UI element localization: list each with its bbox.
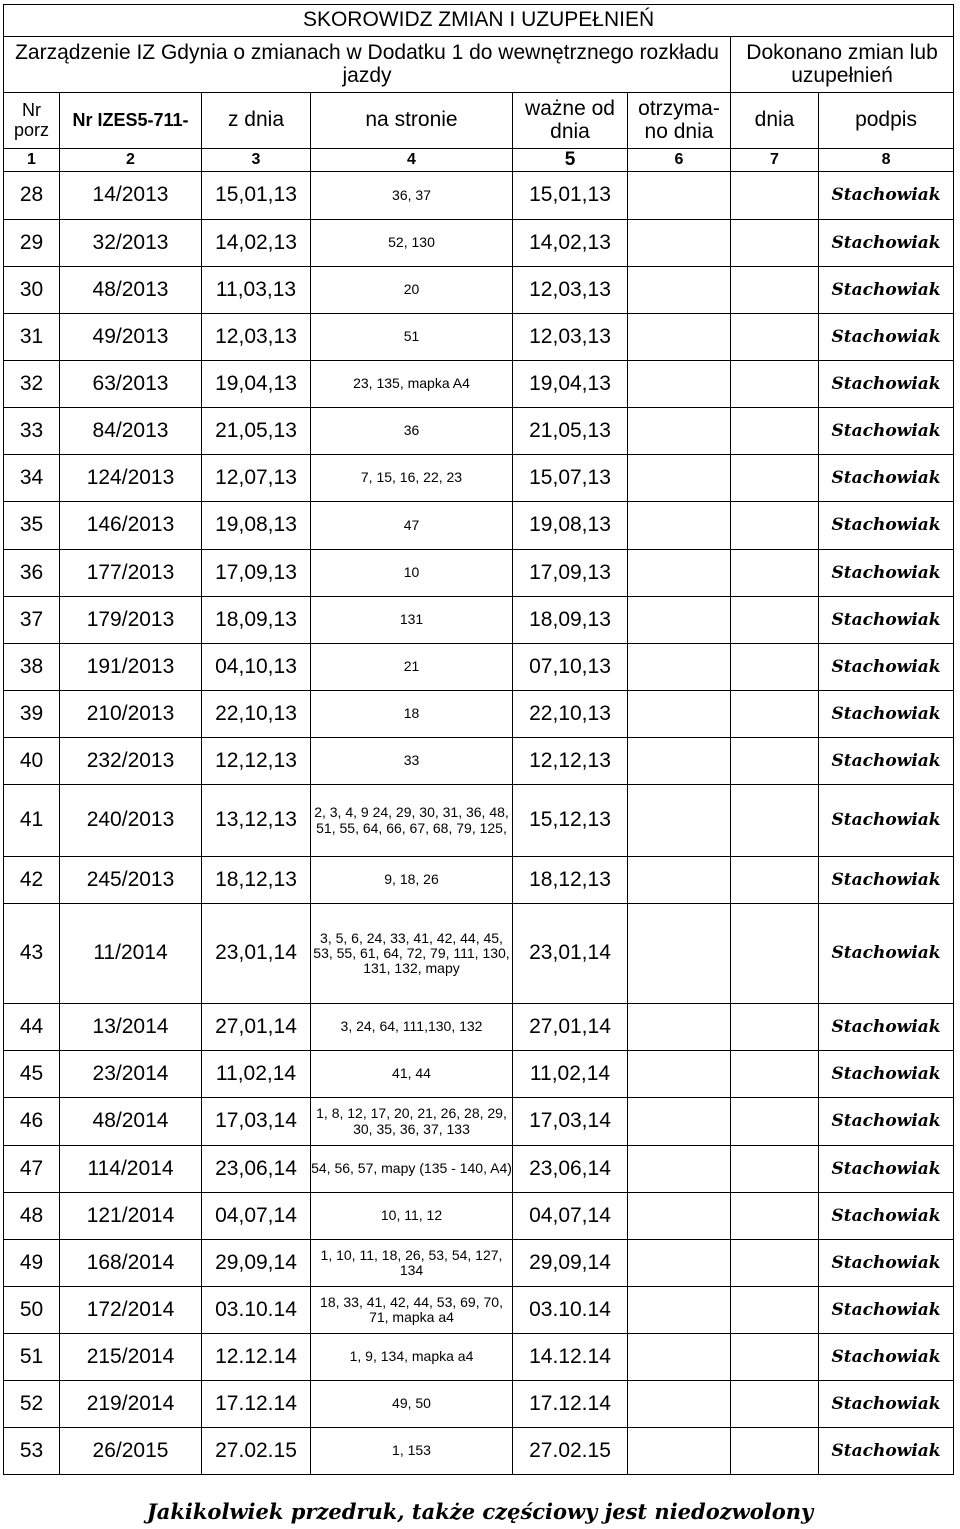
row-z-dnia-cell: 21,05,13 [202,408,311,455]
row-signature-cell: Stachowiak [819,408,954,455]
row-z-dnia-cell: 17,03,14 [202,1098,311,1146]
row-pages-cell: 1, 153 [311,1428,513,1475]
row-izes-cell: 32/2013 [60,220,202,267]
row-signature-cell: Stachowiak [819,220,954,267]
row-z-dnia-cell: 12,03,13 [202,314,311,361]
row-nr-cell: 52 [4,1381,60,1428]
row-signature-cell: Stachowiak [819,904,954,1004]
row-z-dnia-cell: 19,04,13 [202,361,311,408]
row-dnia-cell [731,1381,819,1428]
row-wazne-cell: 22,10,13 [513,691,628,738]
row-pages-cell: 2, 3, 4, 9 24, 29, 30, 31, 36, 48, 51, 55, 64, 66, 67, 68, 79, 125, [311,785,513,857]
row-nr-cell: 49 [4,1240,60,1287]
row-z-dnia-cell: 27,01,14 [202,1004,311,1051]
row-pages-cell: 10 [311,550,513,597]
table-row [4,314,954,361]
row-nr-cell: 32 [4,361,60,408]
row-dnia-cell [731,1098,819,1146]
row-wazne-cell: 18,09,13 [513,597,628,644]
row-otrzymano-cell [628,550,731,597]
row-z-dnia-cell: 14,02,13 [202,220,311,267]
row-wazne-cell: 19,08,13 [513,502,628,550]
row-z-dnia-cell: 04,10,13 [202,644,311,691]
row-signature-cell: Stachowiak [819,1381,954,1428]
row-pages-cell: 33 [311,738,513,785]
row-wazne-cell: 15,07,13 [513,455,628,502]
table-row [4,597,954,644]
row-dnia-cell [731,904,819,1004]
row-z-dnia-cell: 23,01,14 [202,904,311,1004]
row-dnia-cell [731,1004,819,1051]
row-signature-cell: Stachowiak [819,857,954,904]
row-otrzymano-cell [628,502,731,550]
row-izes-cell: 114/2014 [60,1146,202,1193]
col-header-nr-porz: Nr porz [4,93,60,149]
row-z-dnia-cell: 22,10,13 [202,691,311,738]
row-pages-cell: 23, 135, mapka A4 [311,361,513,408]
row-izes-cell: 168/2014 [60,1240,202,1287]
row-signature-cell: Stachowiak [819,691,954,738]
row-izes-cell: 48/2013 [60,267,202,314]
row-izes-cell: 124/2013 [60,455,202,502]
row-izes-cell: 219/2014 [60,1381,202,1428]
row-pages-cell: 47 [311,502,513,550]
row-otrzymano-cell [628,314,731,361]
row-izes-cell: 63/2013 [60,361,202,408]
table-row [4,1287,954,1334]
row-nr-cell: 48 [4,1193,60,1240]
row-pages-cell: 1, 9, 134, mapka a4 [311,1334,513,1381]
col-number: 8 [819,149,954,172]
row-signature-cell: Stachowiak [819,1098,954,1146]
row-dnia-cell [731,455,819,502]
row-pages-cell: 3, 5, 6, 24, 33, 41, 42, 44, 45, 53, 55, 61, 64, 72, 79, 111, 130, 131, 132, mapy [311,904,513,1004]
row-pages-cell: 36, 37 [311,172,513,220]
row-nr-cell: 31 [4,314,60,361]
row-z-dnia-cell: 12.12.14 [202,1334,311,1381]
row-pages-cell: 18, 33, 41, 42, 44, 53, 69, 70, 71, mapka a4 [311,1287,513,1334]
table-row [4,1051,954,1098]
table-row [4,1428,954,1475]
row-izes-cell: 49/2013 [60,314,202,361]
row-otrzymano-cell [628,361,731,408]
row-otrzymano-cell [628,1334,731,1381]
row-signature-cell: Stachowiak [819,1004,954,1051]
row-z-dnia-cell: 18,12,13 [202,857,311,904]
col-header-wazne-od-dnia: ważne od dnia [513,93,628,149]
row-z-dnia-cell: 13,12,13 [202,785,311,857]
table-row [4,1098,954,1146]
row-pages-cell: 131 [311,597,513,644]
row-dnia-cell [731,738,819,785]
row-wazne-cell: 17.12.14 [513,1381,628,1428]
row-dnia-cell [731,691,819,738]
row-pages-cell: 21 [311,644,513,691]
col-number: 3 [202,149,311,172]
row-z-dnia-cell: 04,07,14 [202,1193,311,1240]
row-otrzymano-cell [628,267,731,314]
row-nr-cell: 35 [4,502,60,550]
order-group-header: Zarządzenie IZ Gdynia o zmianach w Dodatku 1 do wewnętrznego rozkładu jazdy [4,37,731,93]
table-row [4,691,954,738]
row-z-dnia-cell: 18,09,13 [202,597,311,644]
table-row [4,785,954,857]
row-pages-cell: 9, 18, 26 [311,857,513,904]
col-header-podpis: podpis [819,93,954,149]
row-izes-cell: 84/2013 [60,408,202,455]
row-z-dnia-cell: 19,08,13 [202,502,311,550]
row-nr-cell: 44 [4,1004,60,1051]
row-otrzymano-cell [628,785,731,857]
col-number: 5 [513,149,628,172]
row-otrzymano-cell [628,1193,731,1240]
row-wazne-cell: 17,09,13 [513,550,628,597]
row-pages-cell: 51 [311,314,513,361]
row-pages-cell: 20 [311,267,513,314]
row-izes-cell: 215/2014 [60,1334,202,1381]
row-pages-cell: 10, 11, 12 [311,1193,513,1240]
row-izes-cell: 48/2014 [60,1098,202,1146]
row-otrzymano-cell [628,1004,731,1051]
row-dnia-cell [731,644,819,691]
row-z-dnia-cell: 23,06,14 [202,1146,311,1193]
row-signature-cell: Stachowiak [819,361,954,408]
col-header-na-stronie: na stronie [311,93,513,149]
row-pages-cell: 18 [311,691,513,738]
row-dnia-cell [731,172,819,220]
row-dnia-cell [731,220,819,267]
row-signature-cell: Stachowiak [819,314,954,361]
row-wazne-cell: 27.02.15 [513,1428,628,1475]
row-signature-cell: Stachowiak [819,172,954,220]
row-wazne-cell: 07,10,13 [513,644,628,691]
table-row [4,408,954,455]
row-izes-cell: 240/2013 [60,785,202,857]
row-wazne-cell: 23,01,14 [513,904,628,1004]
row-otrzymano-cell [628,1287,731,1334]
table-row [4,904,954,1004]
row-signature-cell: Stachowiak [819,1287,954,1334]
table-row [4,1334,954,1381]
table-row [4,220,954,267]
row-otrzymano-cell [628,1098,731,1146]
row-izes-cell: 245/2013 [60,857,202,904]
change-index-table [3,4,954,1475]
row-nr-cell: 42 [4,857,60,904]
row-wazne-cell: 17,03,14 [513,1098,628,1146]
row-pages-cell: 3, 24, 64, 111,130, 132 [311,1004,513,1051]
row-wazne-cell: 11,02,14 [513,1051,628,1098]
row-nr-cell: 30 [4,267,60,314]
row-otrzymano-cell [628,1240,731,1287]
table-row [4,644,954,691]
row-z-dnia-cell: 03.10.14 [202,1287,311,1334]
row-otrzymano-cell [628,1381,731,1428]
row-z-dnia-cell: 29,09,14 [202,1240,311,1287]
row-nr-cell: 40 [4,738,60,785]
row-dnia-cell [731,1193,819,1240]
row-pages-cell: 7, 15, 16, 22, 23 [311,455,513,502]
row-dnia-cell [731,408,819,455]
row-nr-cell: 29 [4,220,60,267]
row-nr-cell: 41 [4,785,60,857]
row-izes-cell: 26/2015 [60,1428,202,1475]
row-wazne-cell: 19,04,13 [513,361,628,408]
row-nr-cell: 46 [4,1098,60,1146]
table-row [4,267,954,314]
index-title: SKOROWIDZ ZMIAN I UZUPEŁNIEŃ [4,5,954,37]
col-number: 2 [60,149,202,172]
row-wazne-cell: 18,12,13 [513,857,628,904]
row-izes-cell: 177/2013 [60,550,202,597]
row-otrzymano-cell [628,904,731,1004]
row-otrzymano-cell [628,1051,731,1098]
row-signature-cell: Stachowiak [819,455,954,502]
row-nr-cell: 36 [4,550,60,597]
row-izes-cell: 232/2013 [60,738,202,785]
copyright-notice: Jakikolwiek przedruk, także częściowy jest niedozwolony [146,1499,814,1524]
row-signature-cell: Stachowiak [819,550,954,597]
row-dnia-cell [731,502,819,550]
table-row [4,1240,954,1287]
row-z-dnia-cell: 11,03,13 [202,267,311,314]
row-nr-cell: 37 [4,597,60,644]
row-dnia-cell [731,1051,819,1098]
row-otrzymano-cell [628,644,731,691]
row-izes-cell: 121/2014 [60,1193,202,1240]
row-nr-cell: 38 [4,644,60,691]
row-izes-cell: 191/2013 [60,644,202,691]
row-signature-cell: Stachowiak [819,644,954,691]
row-nr-cell: 50 [4,1287,60,1334]
row-pages-cell: 52, 130 [311,220,513,267]
row-z-dnia-cell: 15,01,13 [202,172,311,220]
row-nr-cell: 28 [4,172,60,220]
row-dnia-cell [731,857,819,904]
row-wazne-cell: 14,02,13 [513,220,628,267]
row-dnia-cell [731,1146,819,1193]
row-otrzymano-cell [628,1146,731,1193]
row-signature-cell: Stachowiak [819,1051,954,1098]
row-dnia-cell [731,1240,819,1287]
row-wazne-cell: 12,03,13 [513,267,628,314]
row-nr-cell: 39 [4,691,60,738]
row-izes-cell: 13/2014 [60,1004,202,1051]
col-header-z-dnia: z dnia [202,93,311,149]
row-otrzymano-cell [628,172,731,220]
row-signature-cell: Stachowiak [819,1240,954,1287]
row-signature-cell: Stachowiak [819,1193,954,1240]
row-wazne-cell: 04,07,14 [513,1193,628,1240]
row-nr-cell: 43 [4,904,60,1004]
row-dnia-cell [731,785,819,857]
table-row [4,1193,954,1240]
row-pages-cell: 1, 8, 12, 17, 20, 21, 26, 28, 29, 30, 35, 36, 37, 133 [311,1098,513,1146]
table-row [4,172,954,220]
row-dnia-cell [731,267,819,314]
row-z-dnia-cell: 17.12.14 [202,1381,311,1428]
row-wazne-cell: 12,03,13 [513,314,628,361]
col-number: 6 [628,149,731,172]
changes-made-group-header: Dokonano zmian lub uzupełnień [731,37,954,93]
row-izes-cell: 172/2014 [60,1287,202,1334]
row-signature-cell: Stachowiak [819,502,954,550]
row-otrzymano-cell [628,455,731,502]
row-signature-cell: Stachowiak [819,1334,954,1381]
row-wazne-cell: 15,12,13 [513,785,628,857]
row-wazne-cell: 14.12.14 [513,1334,628,1381]
row-dnia-cell [731,361,819,408]
row-nr-cell: 33 [4,408,60,455]
row-dnia-cell [731,1334,819,1381]
row-pages-cell: 1, 10, 11, 18, 26, 53, 54, 127, 134 [311,1240,513,1287]
table-row [4,1146,954,1193]
row-dnia-cell [731,314,819,361]
entries-body [4,172,954,1475]
row-otrzymano-cell [628,220,731,267]
row-izes-cell: 23/2014 [60,1051,202,1098]
table-row [4,455,954,502]
table-row [4,857,954,904]
row-wazne-cell: 21,05,13 [513,408,628,455]
row-wazne-cell: 23,06,14 [513,1146,628,1193]
row-otrzymano-cell [628,738,731,785]
table-row [4,550,954,597]
row-otrzymano-cell [628,691,731,738]
col-number: 1 [4,149,60,172]
row-nr-cell: 45 [4,1051,60,1098]
row-pages-cell: 36 [311,408,513,455]
row-izes-cell: 11/2014 [60,904,202,1004]
row-dnia-cell [731,1287,819,1334]
row-dnia-cell [731,597,819,644]
row-signature-cell: Stachowiak [819,1146,954,1193]
row-signature-cell: Stachowiak [819,1428,954,1475]
row-izes-cell: 14/2013 [60,172,202,220]
row-otrzymano-cell [628,1428,731,1475]
row-dnia-cell [731,1428,819,1475]
row-wazne-cell: 03.10.14 [513,1287,628,1334]
col-header-nr-izes: Nr IZES5-711- [60,93,202,149]
row-nr-cell: 47 [4,1146,60,1193]
table-row [4,738,954,785]
row-signature-cell: Stachowiak [819,738,954,785]
row-wazne-cell: 12,12,13 [513,738,628,785]
col-header-otrzymano-dnia: otrzyma-no dnia [628,93,731,149]
row-signature-cell: Stachowiak [819,597,954,644]
row-wazne-cell: 27,01,14 [513,1004,628,1051]
table-row [4,1381,954,1428]
row-otrzymano-cell [628,597,731,644]
row-z-dnia-cell: 27.02.15 [202,1428,311,1475]
row-wazne-cell: 29,09,14 [513,1240,628,1287]
table-row [4,1004,954,1051]
row-pages-cell: 49, 50 [311,1381,513,1428]
row-nr-cell: 51 [4,1334,60,1381]
row-otrzymano-cell [628,408,731,455]
row-dnia-cell [731,550,819,597]
row-pages-cell: 41, 44 [311,1051,513,1098]
row-signature-cell: Stachowiak [819,785,954,857]
row-z-dnia-cell: 17,09,13 [202,550,311,597]
row-z-dnia-cell: 12,07,13 [202,455,311,502]
col-header-dnia: dnia [731,93,819,149]
row-izes-cell: 179/2013 [60,597,202,644]
row-z-dnia-cell: 11,02,14 [202,1051,311,1098]
row-izes-cell: 146/2013 [60,502,202,550]
row-otrzymano-cell [628,857,731,904]
col-number: 4 [311,149,513,172]
col-number: 7 [731,149,819,172]
row-nr-cell: 53 [4,1428,60,1475]
row-pages-cell: 54, 56, 57, mapy (135 - 140, A4) [311,1146,513,1193]
row-z-dnia-cell: 12,12,13 [202,738,311,785]
row-wazne-cell: 15,01,13 [513,172,628,220]
table-row [4,361,954,408]
row-izes-cell: 210/2013 [60,691,202,738]
row-nr-cell: 34 [4,455,60,502]
table-row [4,502,954,550]
row-signature-cell: Stachowiak [819,267,954,314]
